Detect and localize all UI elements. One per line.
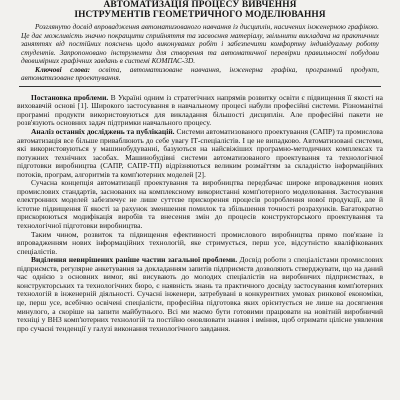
section-divider [19, 86, 381, 87]
abstract: Розглянуто досвід впровадження автоматизованого навчання із дисциплін, насичених інженерною графікою. Це дає можливість значно покращити сприйняття та засвоєння матеріалу, звільнити викладача на практичних заняттях від постійних пояснень щодо виконуваних робіт і забезпечити комфортну індивідуальну роботу студентів. Запропоновано інструменти для створення та автоматичної перевірки правильності побудови двовимірних графічних завдань в системі КОМПАС-3D. [21, 22, 379, 66]
paragraph-lead: Виділення невирішених раніше частин загальної проблеми. [31, 255, 238, 265]
paragraph-text: Системи автоматизованого проектування (САПР) та промислова автоматизація все більше приваблюють до себе увагу ІТ-спеціалістів. І це не випадково. Автоматизовані системи, які використовуються у машинобудуванні, базуються на найсвіжіших програмно-методичних комплексах та потужних технічних засобах. Машинобудівні системи автоматизованого проектування та технологічної підготовки виробництва (САПР, САПР-ТП) відрізняються великим розмаїттям за складністю інформаційних потоків, програм, алгоритмів та комп'ютерних моделей [2]. [17, 127, 383, 179]
keywords-label: Ключові слова: [35, 64, 91, 74]
keywords-text: освіта, автоматизоване навчання, інженерна графіка, програмний продукт, автоматизоване проектування. [21, 64, 379, 83]
paragraph-text: В Україні одним із стратегічних напрямів розвитку освіти є підвищення її якості на виховавчій основі [1]. Широкого застосування в навчальному процесі набули професійні системи. Різноманітні програмні продукти використовуються для викладання більшості дисциплін. Але професійні пакети не розв'язують основних задач підтримки навчального процесу. [17, 92, 383, 128]
keywords [21, 66, 379, 83]
paragraph-concept: Сучасна концепція автоматизації проектування та виробництва передбачає широке впровадження нових промислових стандартів, заснованих на комплексному використанні комп'ютерного моделювання. Застосування електронних моделей забезпечує не лише суттєве прискорення процесів розроблення нової продукції, але й істотне підвищення її якості за рахунок зменшення помилок та збільшення точності розрахунків. Багатократно прискорюються модифікація виробів та внесення змін до процесів конструкторського проектування та технологічної підготовки виробництва. [17, 178, 383, 231]
paragraph-efficiency: Таким чином, розвиток та підвищення ефективності промислового виробництва прямо пов'язане із впровадженням нових інформаційних технологій, яке стримується, перш усе, відсутністю кваліфікованих спеціалістів. [17, 229, 383, 256]
title-line-1: АВТОМАТИЗАЦІЯ ПРОЦЕСУ ВИВЧЕННЯ [103, 0, 297, 10]
paragraph-text: Досвід роботи з спеціалістами промислових підприємств, регулярне анкетування за докладанням запитів підприємств дозволяють стверджувати, що на даний час однією з основних вимог, які висувають до молодих спеціалістів на виробничих підприємствах, в конструкторських та технологічних бюро, є наявність знань та практичного досвіду застосування комп'ютерних технологій в інженерній діяльності. Сучасні інженери, затребувані в конкурентних умовах ринкової економіки, це, перш усе, всебічно освічені спеціалісти, професійна підготовка яких орієнтується не лише на досягнення минулого, а скоріше на запити майбутнього. Всі ми маємо бути готовими працювати на новітній виробничий техніці у ВНЗ комп'ютерних технологій та постійно оновлювати знання і вміння, щоб отримати цілісне уявлення про сучасні тенденції у галузі виконання технологічного завдання. [17, 255, 383, 333]
paper-title [17, 0, 383, 20]
title-line-2: ІНСТРУМЕНТІВ ГЕОМЕТРИЧНОГО МОДЕЛЮВАННЯ [74, 10, 326, 20]
paragraph-unsolved-problems [17, 256, 383, 333]
paragraph-lead: Аналіз останніх досліджень та публікацій. [31, 127, 175, 137]
paper-body [17, 94, 383, 333]
paragraph-lead: Постановка проблеми. [31, 92, 109, 102]
paragraph-problem-statement [17, 94, 383, 128]
paragraph-literature-review [17, 128, 383, 179]
